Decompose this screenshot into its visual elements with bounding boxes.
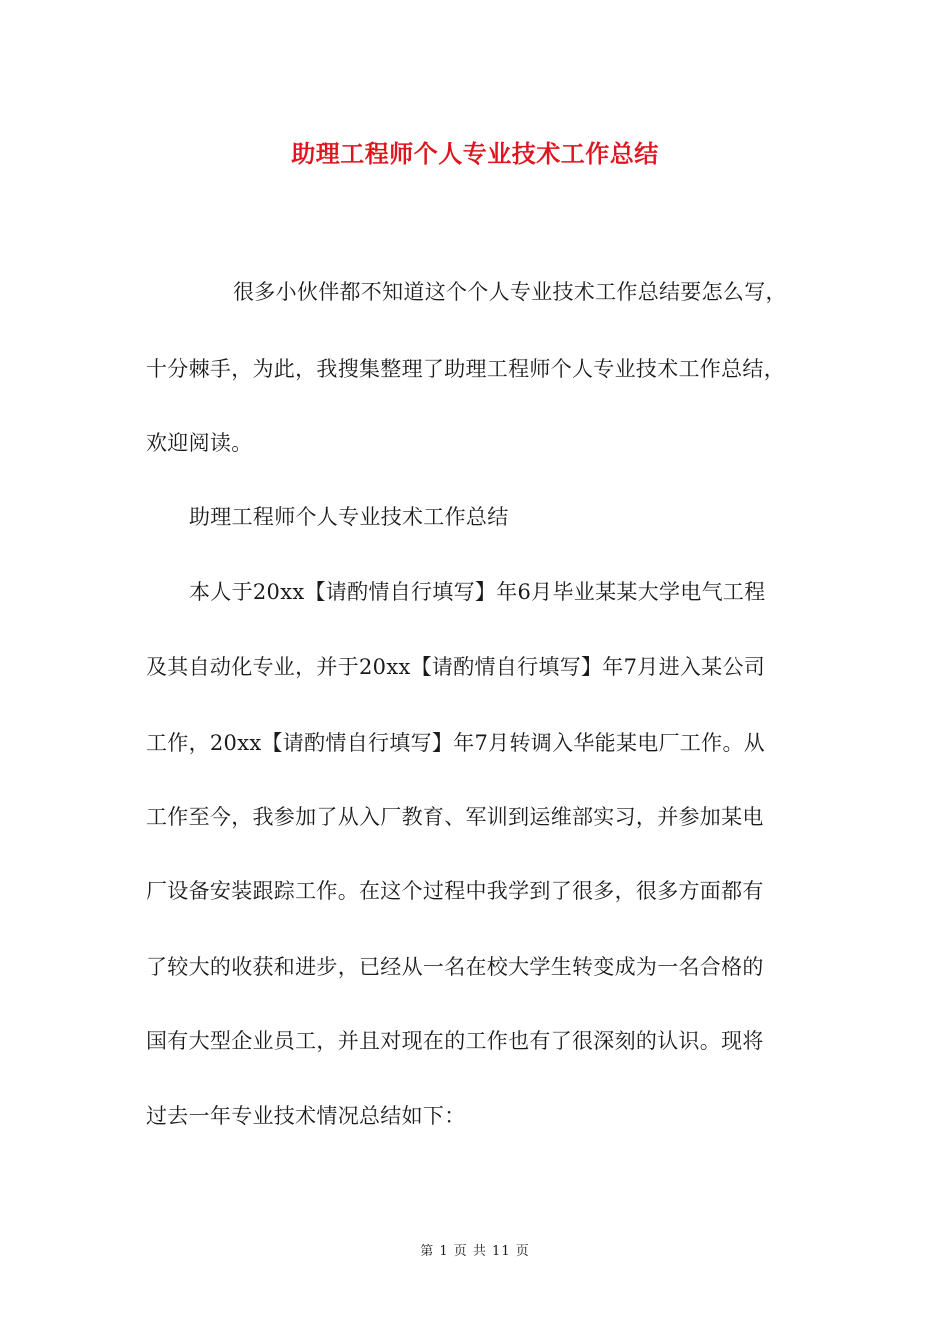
body-line-4: 工作至今，我参加了从入厂教育、军训到运维部实习，并参加某电 (146, 805, 764, 829)
section-subtitle: 助理工程师个人专业技术工作总结 (189, 505, 509, 529)
body-line-2: 及其自动化专业，并于20xx【请酌情自行填写】年7月进入某公司 (146, 655, 766, 679)
document-title: 助理工程师个人专业技术工作总结 (291, 140, 659, 168)
body-line-1: 本人于20xx【请酌情自行填写】年6月毕业某某大学电气工程 (189, 580, 766, 604)
body-line-5: 厂设备安装跟踪工作。在这个过程中我学到了很多，很多方面都有 (146, 879, 764, 903)
page-number-footer: 第 1 页 共 11 页 (420, 1244, 530, 1259)
intro-line-1: 很多小伙伴都不知道这个个人专业技术工作总结要怎么写， (233, 280, 787, 304)
body-line-7: 国有大型企业员工，并且对现在的工作也有了很深刻的认识。现将 (146, 1029, 764, 1053)
intro-line-2: 十分棘手，为此，我搜集整理了助理工程师个人专业技术工作总结， (146, 357, 785, 381)
body-line-6: 了较大的收获和进步，已经从一名在校大学生转变成为一名合格的 (146, 955, 764, 979)
body-line-3: 工作，20xx【请酌情自行填写】年7月转调入华能某电厂工作。从 (146, 731, 766, 755)
intro-line-3: 欢迎阅读。 (146, 431, 253, 455)
body-line-8: 过去一年专业技术情况总结如下： (146, 1104, 466, 1128)
